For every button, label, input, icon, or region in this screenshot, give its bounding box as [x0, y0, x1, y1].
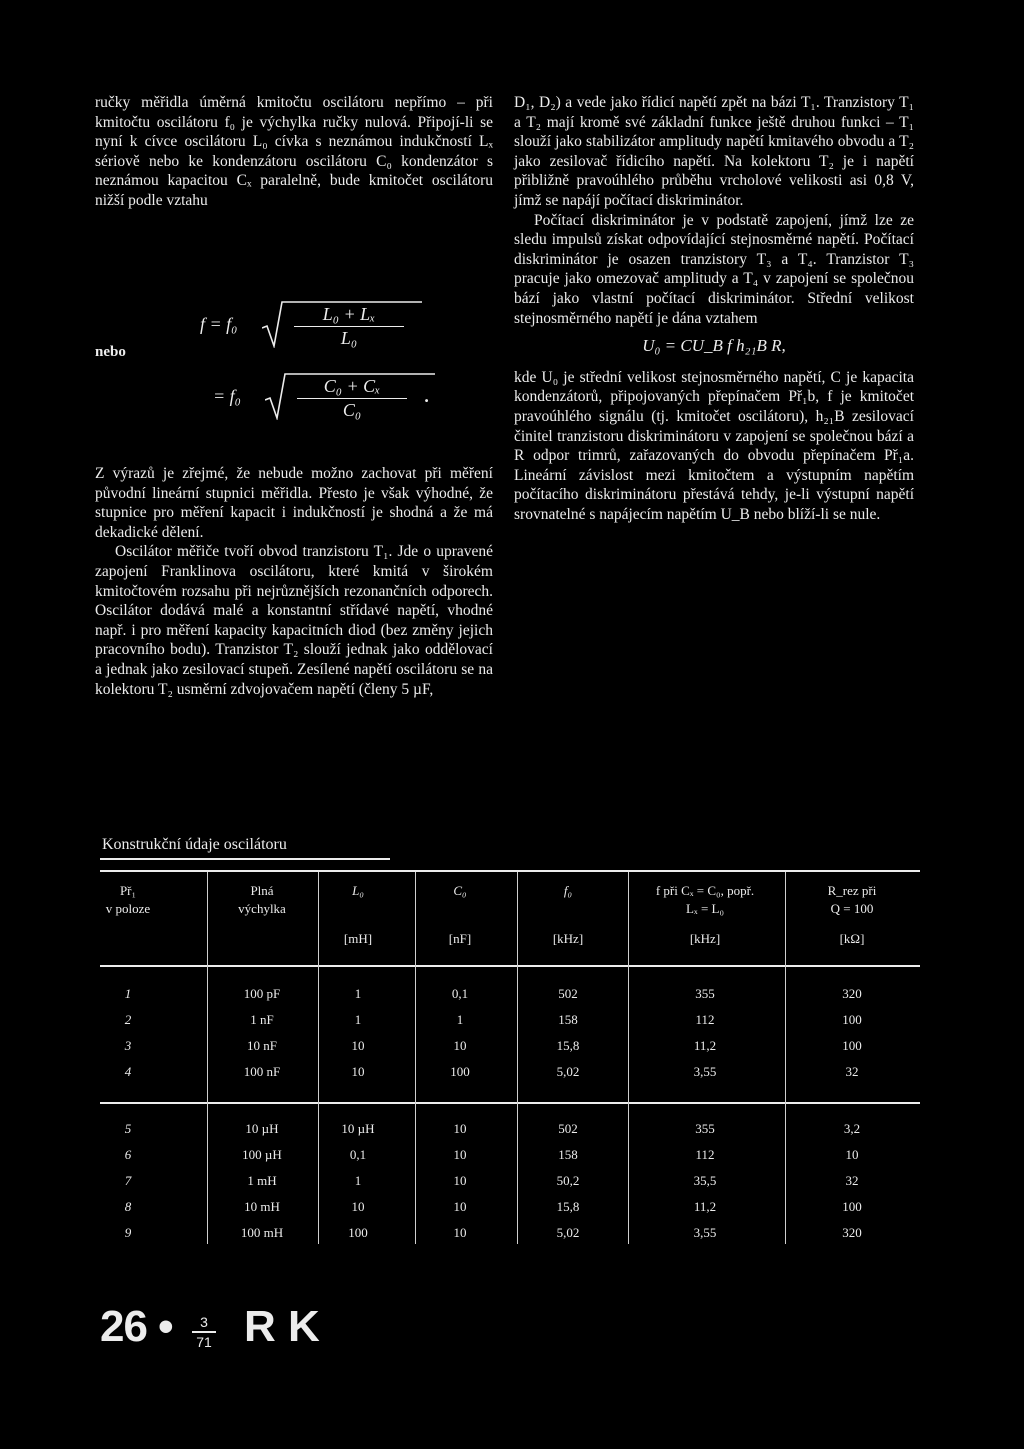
table-cell: 1	[354, 1173, 362, 1188]
table-cell: 100	[450, 1064, 470, 1079]
formula-eq2: = f₀	[213, 386, 241, 406]
table-cell: 5	[124, 1121, 132, 1136]
right-para-3: kde U₀ je střední velikost stejnosměrného napětí, C je kapacita kondenzátorů, připojovaných přepínačem Př₁b, f je kmitočet pravoúhlého signálu (tj. kmitočet oscilátoru), h₂₁B zesilovací činitel tranzistoru diskriminátoru v zapojení se společnou bází a R odpor trimrů, zařazovaných do obvodu přepínačem Př₁a. Lineární závislost mezi kmitočtem a výstupním napětím počítacího diskriminátoru přestává tehdy, je-li výstupní napětí srovnatelné s napájecím napětím U_B nebo blíží-li se nule.	[514, 368, 914, 523]
formula-den-1: L₀	[340, 328, 358, 348]
table-header-cell: [kHz]	[552, 931, 584, 946]
right-column	[514, 93, 914, 524]
table-header-cell: výchylka	[238, 901, 286, 916]
formula-line-2	[213, 370, 473, 425]
table-header-cell: Q = 100	[830, 901, 874, 916]
table-cell: 10 nF	[247, 1038, 277, 1053]
table-cell: 100	[842, 1012, 862, 1027]
table-cell: 15,8	[556, 1199, 580, 1214]
table-cell: 3,55	[693, 1064, 717, 1079]
table-cell: 502	[558, 1121, 578, 1136]
formula-ub: U₀ = CU_B f h₂₁B R,	[642, 336, 786, 356]
table-cell: 1	[354, 986, 362, 1001]
table-cell: 10	[453, 1121, 467, 1136]
table-cell: 1	[124, 986, 132, 1001]
table-header-cell: R_rez při	[827, 883, 877, 898]
table-cell: 10 mH	[244, 1199, 280, 1214]
table-title: Konstrukční údaje oscilátoru	[102, 836, 287, 853]
table-cell: 0,1	[451, 986, 469, 1001]
table-top-rule	[100, 870, 920, 872]
table-cell: 3,2	[843, 1121, 861, 1136]
table-cell: 11,2	[693, 1199, 717, 1214]
table-vline	[785, 872, 786, 1244]
table-cell: 10 µH	[341, 1121, 375, 1136]
table-cell: 355	[695, 986, 715, 1001]
table-cell: 0,1	[349, 1147, 367, 1162]
table-cell: 10	[351, 1038, 365, 1053]
table-header-cell: f₀	[563, 883, 573, 898]
table-cell: 10 µH	[245, 1121, 279, 1136]
table-cell: 100 mH	[240, 1225, 284, 1240]
formula-num-2: C₀ + Cₓ	[323, 376, 381, 396]
table-cell: 100	[842, 1038, 862, 1053]
table-cell: 9	[124, 1225, 132, 1240]
table-cell: 10	[351, 1064, 365, 1079]
table-cell: 158	[558, 1147, 578, 1162]
formula-nebo: nebo	[95, 344, 126, 360]
table-cell: 3	[124, 1038, 132, 1053]
frequency-formula	[95, 300, 493, 425]
formula-num-1: L₀ + Lₓ	[322, 304, 376, 324]
table-cell: 1	[354, 1012, 362, 1027]
table-cell: 10	[453, 1038, 467, 1053]
issue-number	[192, 1314, 216, 1350]
table-cell: 10	[453, 1199, 467, 1214]
table-header-cell: [kHz]	[689, 931, 721, 946]
table-header-cell: C₀	[453, 883, 467, 898]
table-group-separator	[100, 1102, 920, 1104]
left-para-1: Z výrazů je zřejmé, že nebude možno zachovat při měření původní lineární stupnici měřidla. Přesto je však výhodné, že stupnice pro měření kapacit i indukčností je shodná a že má dekadické dělení.	[95, 465, 493, 541]
issue-top: 3	[200, 1314, 208, 1330]
table-header-cell: Lₓ = L₀	[685, 901, 725, 916]
table-header-cell: [kΩ]	[839, 931, 865, 946]
left-column-top	[95, 93, 493, 211]
table-cell: 8	[124, 1199, 132, 1214]
table-cell: 112	[695, 1147, 715, 1162]
frac-line-2	[297, 398, 407, 399]
table-cell: 1 mH	[247, 1173, 277, 1188]
table-cell: 10	[453, 1147, 467, 1162]
table-header-cell: [nF]	[448, 931, 472, 946]
table-cell: 100 pF	[243, 986, 281, 1001]
table-cell: 355	[695, 1121, 715, 1136]
table-cell: 35,5	[693, 1173, 717, 1188]
table-cell: 10	[351, 1199, 365, 1214]
formula-lhs: f = f₀	[200, 314, 238, 334]
table-cell: 100 µH	[242, 1147, 282, 1162]
table-cell: 32	[845, 1173, 859, 1188]
table-cell: 7	[124, 1173, 132, 1188]
table-cell: 5,02	[556, 1225, 580, 1240]
table-cell: 502	[558, 986, 578, 1001]
table-cell: 2	[124, 1012, 132, 1027]
table-cell: 1	[456, 1012, 464, 1027]
page-number: 26 •	[100, 1302, 173, 1351]
table-vline	[207, 872, 208, 1244]
table-vline	[628, 872, 629, 1244]
formula-line-1	[200, 300, 460, 352]
table-cell: 3,55	[693, 1225, 717, 1240]
issue-bottom: 71	[196, 1334, 212, 1350]
table-cell: 10	[845, 1147, 859, 1162]
table-header-cell: Př₁	[119, 883, 137, 898]
right-para-1: D₁, D₂) a vede jako řídicí napětí zpět na bázi T₁. Tranzistory T₁ a T₂ mají kromě své základní funkce ještě druhou funkci – T₁ slouží jako stabilizátor amplitudy napětí kmitavého obvodu a T₂ jako zesilovač řídicího napětí. Na kolektoru T₂ je i napětí přibližně pravoúhlého průběhu vrcholové velikosti asi 0,8 V, jímž se napájí počítací diskriminátor.	[514, 94, 914, 209]
table-cell: 112	[695, 1012, 715, 1027]
table-cell: 10	[453, 1225, 467, 1240]
table-header-cell: [mH]	[343, 931, 373, 946]
table-title-rule	[100, 858, 390, 860]
table-header-cell: Plná	[250, 883, 274, 898]
left-column-bottom	[95, 464, 493, 699]
table-cell: 11,2	[693, 1038, 717, 1053]
table-cell: 100	[842, 1199, 862, 1214]
table-header-separator	[100, 965, 920, 967]
table-cell: 100	[348, 1225, 368, 1240]
left-para-2: Oscilátor měřiče tvoří obvod tranzistoru T₁. Jde o upravené zapojení Franklinova oscilátoru, které kmitá v širokém kmitočtovém rozsahu při nejrůznějších rezonančních odporech. Oscilátor dodává malé a konstantní střídavé napětí, vhodné např. i pro měření kapacity kapacitních diod (bez změny jejich pracovního bodu). Tranzistor T₂ slouží jednak jako oddělovací a jednak jako zesilovací stupeň. Zesílené napětí oscilátoru se na kolektoru T₂ usměrní zdvojovačem napětí (členy 5 µF,	[95, 543, 493, 698]
table-cell: 158	[558, 1012, 578, 1027]
table-cell: 32	[845, 1064, 859, 1079]
magazine-logo: R K	[244, 1302, 320, 1351]
table-cell: 320	[842, 986, 862, 1001]
table-cell: 100 nF	[243, 1064, 281, 1079]
table-cell: 4	[124, 1064, 132, 1079]
table-cell: 1 nF	[250, 1012, 274, 1027]
table-cell: 50,2	[556, 1173, 580, 1188]
table-header-cell: v poloze	[105, 901, 151, 916]
table-cell: 320	[842, 1225, 862, 1240]
formula-den-2: C₀	[342, 400, 362, 420]
table-cell: 10	[453, 1173, 467, 1188]
frac-line-1	[294, 326, 404, 327]
table-cell: 6	[124, 1147, 132, 1162]
left-top-paragraph: ručky měřidla úměrná kmitočtu oscilátoru nepřímo – při kmitočtu oscilátoru f₀ je výchylka ručky nulová. Připojí-li se nyní k cívce oscilátoru L₀ cívka s neznámou indukčností Lₓ sériově nebo ke kondenzátoru oscilátoru C₀ kondenzátor s neznámou kapacitou Cₓ paralelně, bude kmitočet oscilátoru nižší podle vztahu	[95, 94, 493, 209]
table-header-cell: L₀	[352, 883, 364, 898]
table-cell: 5,02	[556, 1064, 580, 1079]
table-cell: 15,8	[556, 1038, 580, 1053]
formula-period: .	[425, 386, 430, 406]
right-para-2: Počítací diskriminátor je v podstatě zapojení, jímž lze ze sledu impulsů získat odpovídající stejnosměrné napětí. Počítací diskriminátor je osazen tranzistory T₃ a T₄. Tranzistor T₃ pracuje jako omezovač amplitudy a T₄ v zapojení se společnou bází jako vlastní počítací diskriminátor. Střední velikost stejnosměrného napětí je dána vztahem	[514, 211, 914, 327]
table-header-cell: f při Cₓ = C₀, popř.	[655, 883, 755, 898]
